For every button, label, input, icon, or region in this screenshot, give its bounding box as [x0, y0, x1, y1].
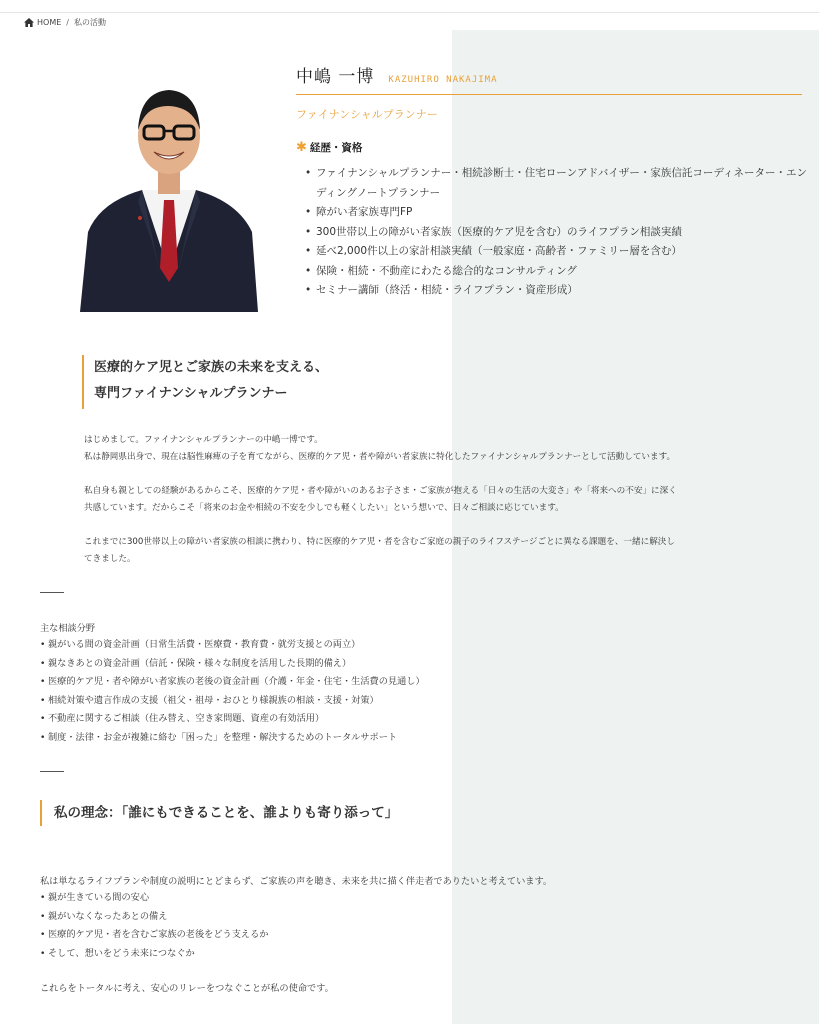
list-item: • 医療的ケア児・者を含むご家族の老後をどう支えるか — [40, 926, 740, 945]
career-list — [305, 164, 810, 301]
breadcrumb-home-link[interactable]: HOME — [37, 17, 62, 27]
intro-text — [84, 432, 754, 568]
list-item: • 300世帯以上の障がい者家族（医療的ケア児を含む）のライフプラン相談実績 — [305, 223, 810, 243]
divider — [40, 771, 64, 772]
philosophy-heading: 私の理念：「誰にもできることを、誰よりも寄り添って」 — [40, 800, 398, 826]
list-item: • 親がいる間の資金計画（日常生活費・医療費・教育費・就労支援との両立） — [40, 636, 740, 655]
intro-line: はじめまして。ファイナンシャルプランナーの中嶋一博です。 — [84, 435, 323, 445]
consultation-areas-title: 主な相談分野 — [40, 623, 96, 634]
philosophy-list — [40, 889, 740, 963]
breadcrumb-current: 私の活動 — [73, 17, 106, 27]
list-item: • そして、想いをどう未来につなぐか — [40, 945, 740, 964]
intro-line: てきました。 — [84, 554, 136, 564]
list-item: • 親が生きている間の安心 — [40, 889, 740, 908]
job-title: ファイナンシャルプランナー — [296, 108, 438, 121]
list-item: • 医療的ケア児・者や障がい者家族の老後の資金計画（介護・年金・住宅・生活費の見通し） — [40, 673, 740, 692]
list-item: • ファイナンシャルプランナー・相続診断士・住宅ローンアドバイザー・家族信託コーディネーター・エンディングノートプランナー — [305, 164, 810, 203]
profile-name — [296, 62, 498, 87]
mission-statement: これらをトータルに考え、安心のリレーをつなぐことが私の使命です。 — [40, 983, 334, 994]
name-underline — [296, 94, 802, 95]
list-item: • 親がいなくなったあとの備え — [40, 908, 740, 927]
intro-line: 私は静岡県出身で、現在は脳性麻痺の子を育てながら、医療的ケア児・者や障がい者家族に特化したファイナンシャルプランナーとして活動しています。 — [84, 452, 676, 462]
list-item: • 相続対策や遺言作成の支援（祖父・祖母・おひとり様親族の相談・支援・対策） — [40, 692, 740, 711]
breadcrumb — [24, 15, 106, 29]
list-item: • 制度・法律・お金が複雑に絡む「困った」を整理・解決するためのトータルサポート — [40, 729, 740, 748]
intro-line: これまでに300世帯以上の障がい者家族の相談に携わり、特に医療的ケア児・者を含むご家庭の親子のライフステージごとに異なる課題を、一緒に解決し — [84, 537, 675, 547]
career-heading — [296, 140, 362, 155]
name-english: KAZUHIRO NAKAJIMA — [388, 75, 498, 85]
home-icon[interactable] — [24, 18, 34, 27]
asterisk-icon: ✱ — [296, 140, 307, 155]
headline-line-1: 医療的ケア児とご家族の未来を支える、 — [94, 360, 329, 375]
list-item: • 親なきあとの資金計画（信託・保険・様々な制度を活用した長期的備え） — [40, 655, 740, 674]
name-japanese: 中嶋 一博 — [296, 67, 375, 87]
headline-line-2: 専門ファイナンシャルプランナー — [94, 386, 288, 401]
list-item: • 保険・相続・不動産にわたる総合的なコンサルティング — [305, 262, 810, 282]
list-item: • 障がい者家族専門FP — [305, 203, 810, 223]
intro-line: 私自身も親としての経験があるからこそ、医療的ケア児・者や障がいのあるお子さま・ご家族が抱える「日々の生活の大変さ」や「将来への不安」に深く — [84, 486, 677, 496]
section-headline — [82, 355, 328, 409]
intro-line: 共感しています。だからこそ「将来のお金や相続の不安を少しでも軽くしたい」という想いで、日々ご相談に応じています。 — [84, 503, 564, 513]
list-item: • 不動産に関するご相談（住み替え、空き家問題、資産の有効活用） — [40, 710, 740, 729]
consultation-areas-list — [40, 636, 740, 747]
breadcrumb-separator: / — [66, 17, 69, 27]
career-heading-label: 経歴・資格 — [309, 142, 363, 154]
list-item: • セミナー講師（終活・相続・ライフプラン・資産形成） — [305, 281, 810, 301]
profile-photo — [80, 72, 258, 312]
divider — [40, 592, 64, 593]
list-item: • 延べ2,000件以上の家計相談実績（一般家庭・高齢者・ファミリー層を含む） — [305, 242, 810, 262]
philosophy-intro: 私は単なるライフプランや制度の説明にとどまらず、ご家族の声を聴き、未来を共に描く伴走者でありたいと考えています。 — [40, 876, 553, 887]
top-border — [0, 12, 819, 13]
